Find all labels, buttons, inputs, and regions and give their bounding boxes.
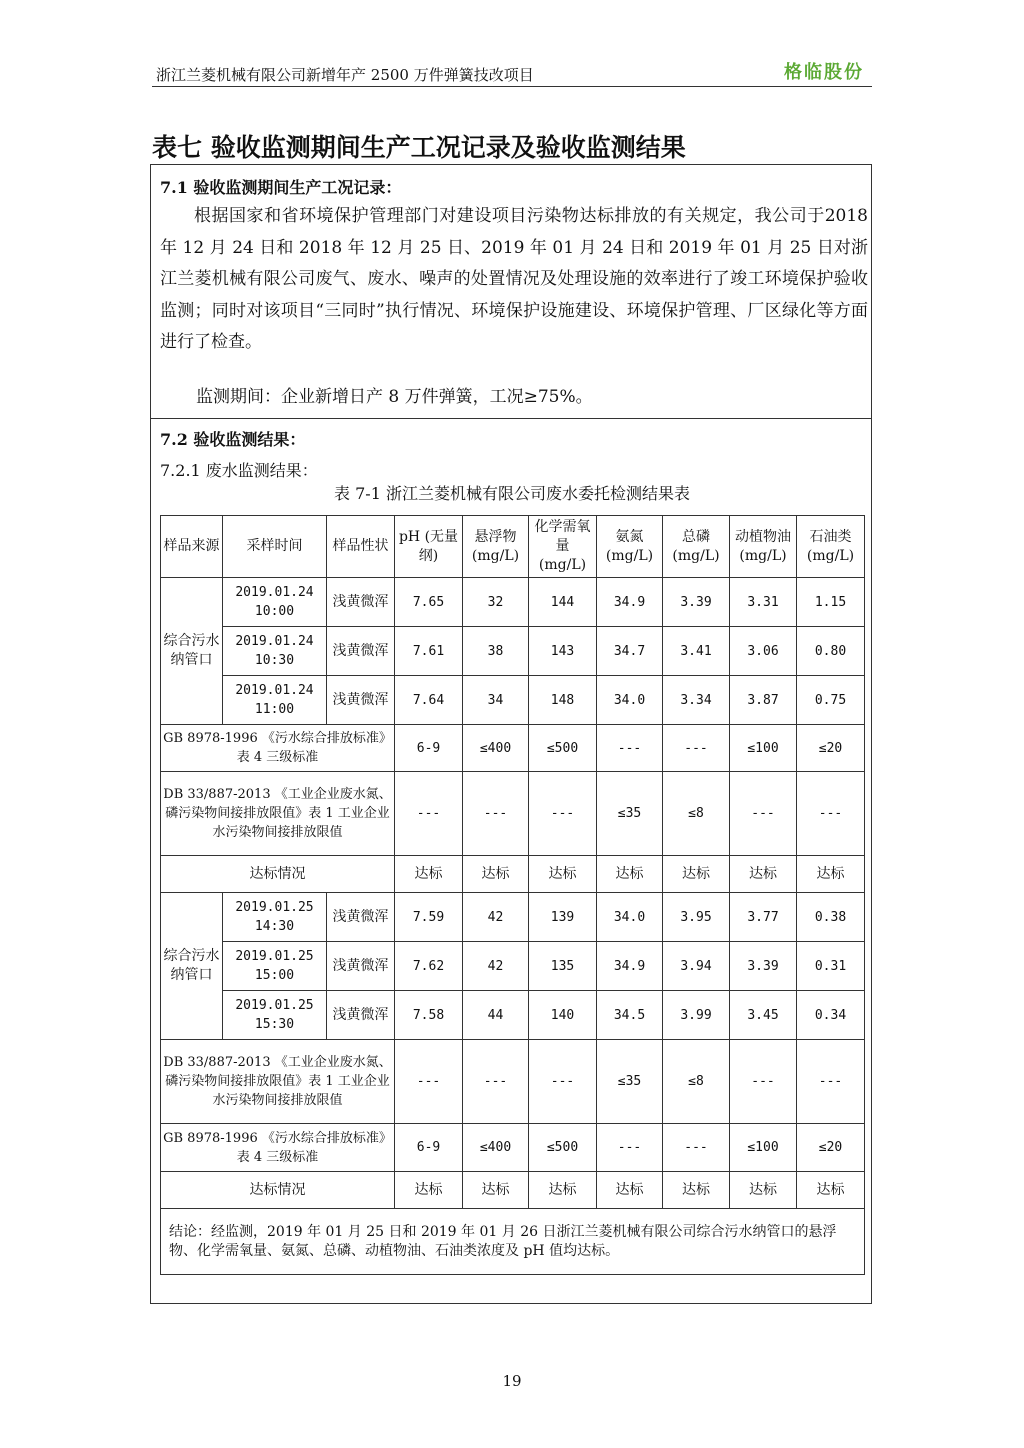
gb8978-standard-row [161, 725, 865, 772]
sample-time: 2019.01.25 15:00 [223, 942, 327, 991]
compliance-value: 达标 [597, 856, 663, 893]
measured-value: 32 [463, 578, 529, 627]
measured-value: 38 [463, 627, 529, 676]
compliance-value: 达标 [597, 1172, 663, 1209]
table-row [161, 991, 865, 1040]
measured-value: 3.06 [730, 627, 797, 676]
measured-value: 3.39 [730, 942, 797, 991]
measured-value: 34.9 [597, 942, 663, 991]
compliance-value: 达标 [797, 1172, 865, 1209]
measured-value: 3.39 [663, 578, 730, 627]
table-caption: 表 7-1 浙江兰菱机械有限公司废水委托检测结果表 [334, 484, 690, 503]
brand-logo: 格临股份 [784, 62, 864, 83]
monitoring-period: 监测期间：企业新增日产 8 万件弹簧，工况≥75%。 [196, 387, 593, 407]
measured-value: 1.15 [797, 578, 865, 627]
measured-value: 34.0 [597, 893, 663, 942]
compliance-value: 达标 [797, 856, 865, 893]
standard-limit: --- [529, 772, 597, 856]
measured-value: 3.34 [663, 676, 730, 725]
measured-value: 3.31 [730, 578, 797, 627]
column-header: 氨氮 (mg/L) [597, 516, 663, 578]
measured-value: 3.41 [663, 627, 730, 676]
standard-limit: ≤8 [663, 772, 730, 856]
sample-state: 浅黄微浑 [327, 627, 395, 676]
standard-limit: ≤20 [797, 725, 865, 772]
table-row [161, 676, 865, 725]
standard-limit: ≤400 [463, 725, 529, 772]
section-7-1-paragraph: 根据国家和省环境保护管理部门对建设项目污染物达标排放的有关规定，我公司于2018 年 12 月 24 日和 2018 年 12 月 25 日、2019 年 01 月 24 日和 2019 年 01 月 25 日对浙江兰菱机械有限公司废气、废水、噪声的处置情况及处理设施的效率进行了竣工环境保护验收监测；同时对该项目“三同时”执行情况、环境保护设施建设、环境保护管理、厂区绿化等方面进行了检查。 [160, 206, 868, 352]
table-row [161, 578, 865, 627]
measured-value: 34 [463, 676, 529, 725]
measured-value: 135 [529, 942, 597, 991]
measured-value: 7.62 [395, 942, 463, 991]
standard-limit: ≤8 [663, 1040, 730, 1124]
table-row [161, 893, 865, 942]
section-7-2-1-heading: 7.2.1 废水监测结果： [160, 461, 318, 480]
column-header: 样品来源 [161, 516, 223, 578]
wastewater-results-table [160, 515, 865, 1275]
header-divider [152, 86, 872, 87]
compliance-value: 达标 [663, 1172, 730, 1209]
sample-source: 综合污水纳管口 [161, 578, 223, 725]
column-header: 悬浮物 (mg/L) [463, 516, 529, 578]
standard-label: DB 33/887-2013 《工业企业废水氮、磷污染物间接排放限值》表 1 工业企业水污染物间接排放限值 [161, 772, 395, 856]
standard-label: DB 33/887-2013 《工业企业废水氮、磷污染物间接排放限值》表 1 工业企业水污染物间接排放限值 [161, 1040, 395, 1124]
sample-state: 浅黄微浑 [327, 676, 395, 725]
standard-limit: 6-9 [395, 1124, 463, 1172]
measured-value: 44 [463, 991, 529, 1040]
measured-value: 34.9 [597, 578, 663, 627]
table-row [161, 942, 865, 991]
standard-limit: --- [395, 772, 463, 856]
section-7-2-heading: 7.2 验收监测结果： [160, 430, 306, 449]
column-header: 总磷 (mg/L) [663, 516, 730, 578]
table-header-row [161, 516, 865, 578]
compliance-row [161, 856, 865, 893]
column-header: 石油类 (mg/L) [797, 516, 865, 578]
compliance-label: 达标情况 [161, 1172, 395, 1209]
gb8978-standard-row [161, 1124, 865, 1172]
compliance-value: 达标 [395, 1172, 463, 1209]
measured-value: 143 [529, 627, 597, 676]
db33-standard-row [161, 1040, 865, 1124]
header-project-title: 浙江兰菱机械有限公司新增年产 2500 万件弹簧技改项目 [156, 66, 534, 84]
table-row [161, 627, 865, 676]
measured-value: 7.59 [395, 893, 463, 942]
compliance-value: 达标 [463, 1172, 529, 1209]
standard-limit: ≤100 [730, 725, 797, 772]
measured-value: 7.64 [395, 676, 463, 725]
measured-value: 7.61 [395, 627, 463, 676]
measured-value: 0.80 [797, 627, 865, 676]
measured-value: 7.65 [395, 578, 463, 627]
measured-value: 7.58 [395, 991, 463, 1040]
standard-limit: ≤500 [529, 725, 597, 772]
measured-value: 42 [463, 893, 529, 942]
column-header: 化学需氧量 (mg/L) [529, 516, 597, 578]
sample-time: 2019.01.25 15:30 [223, 991, 327, 1040]
column-header: 动植物油 (mg/L) [730, 516, 797, 578]
standard-limit: --- [797, 772, 865, 856]
compliance-value: 达标 [529, 856, 597, 893]
conclusion-text: 结论：经监测，2019 年 01 月 25 日和 2019 年 01 月 26 日浙江兰菱机械有限公司综合污水纳管口的悬浮物、化学需氧量、氨氮、总磷、动植物油、石油类浓度及 pH 值均达标。 [161, 1209, 865, 1275]
measured-value: 148 [529, 676, 597, 725]
standard-limit: --- [797, 1040, 865, 1124]
measured-value: 3.99 [663, 991, 730, 1040]
column-header: 采样时间 [223, 516, 327, 578]
compliance-value: 达标 [663, 856, 730, 893]
measured-value: 34.5 [597, 991, 663, 1040]
sample-state: 浅黄微浑 [327, 578, 395, 627]
measured-value: 3.77 [730, 893, 797, 942]
sample-time: 2019.01.24 10:00 [223, 578, 327, 627]
measured-value: 34.7 [597, 627, 663, 676]
sample-time: 2019.01.24 10:30 [223, 627, 327, 676]
compliance-label: 达标情况 [161, 856, 395, 893]
compliance-value: 达标 [730, 1172, 797, 1209]
compliance-value: 达标 [730, 856, 797, 893]
compliance-row [161, 1172, 865, 1209]
measured-value: 34.0 [597, 676, 663, 725]
standard-limit: ≤20 [797, 1124, 865, 1172]
standard-limit: ≤100 [730, 1124, 797, 1172]
measured-value: 144 [529, 578, 597, 627]
section-divider [150, 418, 872, 419]
standard-limit: ≤35 [597, 772, 663, 856]
sample-state: 浅黄微浑 [327, 991, 395, 1040]
standard-limit: --- [730, 1040, 797, 1124]
standard-limit: --- [597, 1124, 663, 1172]
standard-limit: --- [463, 772, 529, 856]
measured-value: 139 [529, 893, 597, 942]
measured-value: 0.31 [797, 942, 865, 991]
section-7-1-heading: 7.1 验收监测期间生产工况记录： [160, 178, 402, 197]
standard-label: GB 8978-1996 《污水综合排放标准》表 4 三级标准 [161, 725, 395, 772]
column-header: 样品性状 [327, 516, 395, 578]
standard-limit: --- [529, 1040, 597, 1124]
page-number: 19 [502, 1372, 522, 1390]
standard-limit: ≤400 [463, 1124, 529, 1172]
compliance-value: 达标 [395, 856, 463, 893]
measured-value: 42 [463, 942, 529, 991]
compliance-value: 达标 [463, 856, 529, 893]
standard-limit: --- [663, 1124, 730, 1172]
standard-label: GB 8978-1996 《污水综合排放标准》表 4 三级标准 [161, 1124, 395, 1172]
standard-limit: --- [663, 725, 730, 772]
sample-state: 浅黄微浑 [327, 893, 395, 942]
sample-source: 综合污水纳管口 [161, 893, 223, 1040]
measured-value: 0.34 [797, 991, 865, 1040]
sample-time: 2019.01.25 14:30 [223, 893, 327, 942]
measured-value: 3.45 [730, 991, 797, 1040]
standard-limit: --- [463, 1040, 529, 1124]
measured-value: 0.38 [797, 893, 865, 942]
db33-standard-row [161, 772, 865, 856]
measured-value: 3.95 [663, 893, 730, 942]
measured-value: 3.94 [663, 942, 730, 991]
page-title: 表七 验收监测期间生产工况记录及验收监测结果 [152, 133, 686, 162]
sample-time: 2019.01.24 11:00 [223, 676, 327, 725]
compliance-value: 达标 [529, 1172, 597, 1209]
standard-limit: --- [597, 725, 663, 772]
standard-limit: 6-9 [395, 725, 463, 772]
column-header: pH (无量纲) [395, 516, 463, 578]
conclusion-row [161, 1209, 865, 1275]
standard-limit: ≤500 [529, 1124, 597, 1172]
measured-value: 140 [529, 991, 597, 1040]
sample-state: 浅黄微浑 [327, 942, 395, 991]
standard-limit: --- [395, 1040, 463, 1124]
measured-value: 0.75 [797, 676, 865, 725]
standard-limit: ≤35 [597, 1040, 663, 1124]
measured-value: 3.87 [730, 676, 797, 725]
standard-limit: --- [730, 772, 797, 856]
